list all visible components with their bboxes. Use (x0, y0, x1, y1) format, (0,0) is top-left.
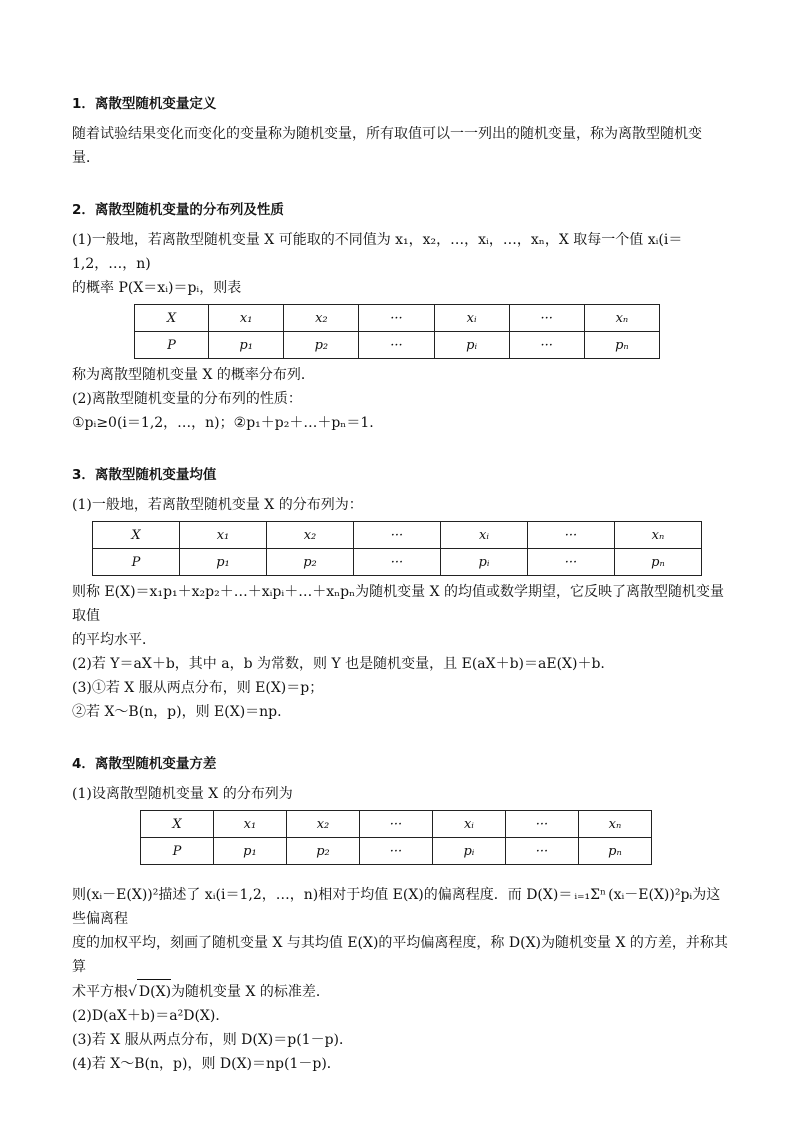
section-2-text-line-4: (2)离散型随机变量的分布列的性质： (72, 391, 302, 407)
variance-definition-end: (xᵢ－E(X))²pᵢ为这些偏离程 (72, 887, 721, 927)
table-row-x (93, 522, 702, 549)
table-row-p (93, 549, 702, 576)
std-dev-suffix: 为随机变量 X 的标准差． (171, 984, 330, 1000)
section-3-text-line-2: 则称 E(X)＝x₁p₁＋x₂p₂＋…＋xᵢpᵢ＋…＋xₙpₙ为随机变量 X 的均值或数学期望，它反映了离散型随机变量取值 (72, 584, 725, 624)
table-cell: ··· (505, 811, 578, 838)
table-cell: pᵢ (432, 838, 505, 865)
table-cell: ··· (509, 305, 584, 332)
table-cell: X (135, 305, 209, 332)
table-cell: P (93, 549, 180, 576)
table-cell: x₁ (179, 522, 266, 549)
section-4-text-line-4 (72, 979, 732, 1004)
table-row-p (135, 332, 660, 359)
table-cell: pₙ (578, 838, 651, 865)
table-cell: ··· (509, 332, 584, 359)
table-cell: ··· (527, 549, 614, 576)
table-cell: X (93, 522, 180, 549)
table-cell: x₂ (286, 811, 359, 838)
table-cell: p₂ (266, 549, 353, 576)
section-1-text-line-1: 随着试验结果变化而变化的变量称为随机变量，所有取值可以一一列出的随机变量，称为离散型随机变 (72, 126, 702, 142)
section-2-text-line-1: (1)一般地，若离散型随机变量 X 可能取的不同值为 x₁，x₂，…，xᵢ，…，xₙ，X 取每一个值 xᵢ(i＝1,2，…，n) (72, 232, 683, 272)
table-row-x (135, 305, 660, 332)
section-3-text-line-4: (2)若 Y＝aX＋b，其中 a，b 为常数，则 Y 也是随机变量，且 E(aX＋b)＝aE(X)＋b. (72, 656, 605, 672)
table-cell: p₁ (213, 838, 286, 865)
table-cell: X (141, 811, 214, 838)
section-3-text-line-1: (1)一般地，若离散型随机变量 X 的分布列为： (72, 497, 363, 513)
table-cell: P (135, 332, 209, 359)
section-4-text-line-3: 度的加权平均，刻画了随机变量 X 与其均值 E(X)的平均偏离程度，称 D(X)为随机变量 X 的方差，并称其算 (72, 935, 728, 975)
distribution-table-1 (134, 304, 660, 359)
section-4-text-line-7: (4)若 X～B(n，p)，则 D(X)＝np(1－p)． (72, 1056, 341, 1072)
section-2-text-line-2: 的概率 P(X＝xᵢ)＝pᵢ，则表 (72, 280, 242, 296)
table-cell: p₂ (284, 332, 359, 359)
section-3-text-line-3: 的平均水平． (72, 632, 156, 648)
variance-definition-start: 则(xᵢ－E(X))²描述了 xᵢ(i＝1,2，…，n)相对于均值 E(X)的偏离程度．而 D(X)＝ (72, 887, 573, 903)
table-row-p (141, 838, 652, 865)
table-row-x (141, 811, 652, 838)
table-cell: p₁ (179, 549, 266, 576)
section-3-heading: 3．离散型随机变量均值 (72, 467, 217, 483)
table-cell: ··· (359, 332, 434, 359)
std-dev-prefix: 术平方根 (72, 984, 128, 1000)
section-4-text-line-6: (3)若 X 服从两点分布，则 D(X)＝p(1－p)． (72, 1032, 354, 1048)
section-2-heading: 2．离散型随机变量的分布列及性质 (72, 202, 284, 218)
section-1-heading: 1．离散型随机变量定义 (72, 96, 217, 112)
section-2-text-line-3: 称为离散型随机变量 X 的概率分布列． (72, 367, 315, 383)
summation-symbol: ᵢ₌₁Σⁿ (574, 887, 607, 903)
table-cell: ··· (353, 549, 440, 576)
table-cell: ··· (353, 522, 440, 549)
table-cell: p₂ (286, 838, 359, 865)
table-cell: pₙ (614, 549, 701, 576)
table-cell: x₂ (266, 522, 353, 549)
table-cell: ··· (359, 305, 434, 332)
table-cell: xᵢ (434, 305, 509, 332)
table-cell: xᵢ (440, 522, 527, 549)
section-3-text-line-6: ②若 X～B(n，p)，则 E(X)＝np. (72, 704, 282, 720)
table-cell: x₁ (213, 811, 286, 838)
table-cell: pₙ (584, 332, 659, 359)
table-cell: pᵢ (440, 549, 527, 576)
document-page (72, 92, 732, 1076)
table-cell: x₂ (284, 305, 359, 332)
section-4-heading: 4．离散型随机变量方差 (72, 756, 217, 772)
section-4-text-line-2 (72, 883, 732, 931)
table-cell: ··· (505, 838, 578, 865)
section-1-text-line-2: 量． (72, 150, 100, 166)
table-cell: xₙ (578, 811, 651, 838)
sqrt-argument: D(X) (137, 979, 171, 1004)
table-cell: ··· (359, 838, 432, 865)
table-cell: xₙ (584, 305, 659, 332)
section-4-text-line-1: (1)设离散型随机变量 X 的分布列为 (72, 786, 293, 802)
section-2-text-line-5: ①pᵢ≥0(i＝1,2，…，n)；②p₁＋p₂＋…＋pₙ＝1. (72, 415, 374, 431)
section-4-text-line-5: (2)D(aX＋b)＝a²D(X)． (72, 1008, 230, 1024)
table-cell: ··· (359, 811, 432, 838)
table-cell: xₙ (614, 522, 701, 549)
sqrt-symbol: √ (128, 984, 137, 1000)
table-cell: x₁ (209, 305, 284, 332)
table-cell: P (141, 838, 214, 865)
distribution-table-2 (92, 521, 702, 576)
table-cell: p₁ (209, 332, 284, 359)
table-cell: xᵢ (432, 811, 505, 838)
distribution-table-3 (140, 810, 652, 865)
table-cell: pᵢ (434, 332, 509, 359)
section-3-text-line-5: (3)①若 X 服从两点分布，则 E(X)＝p； (72, 680, 324, 696)
table-cell: ··· (527, 522, 614, 549)
